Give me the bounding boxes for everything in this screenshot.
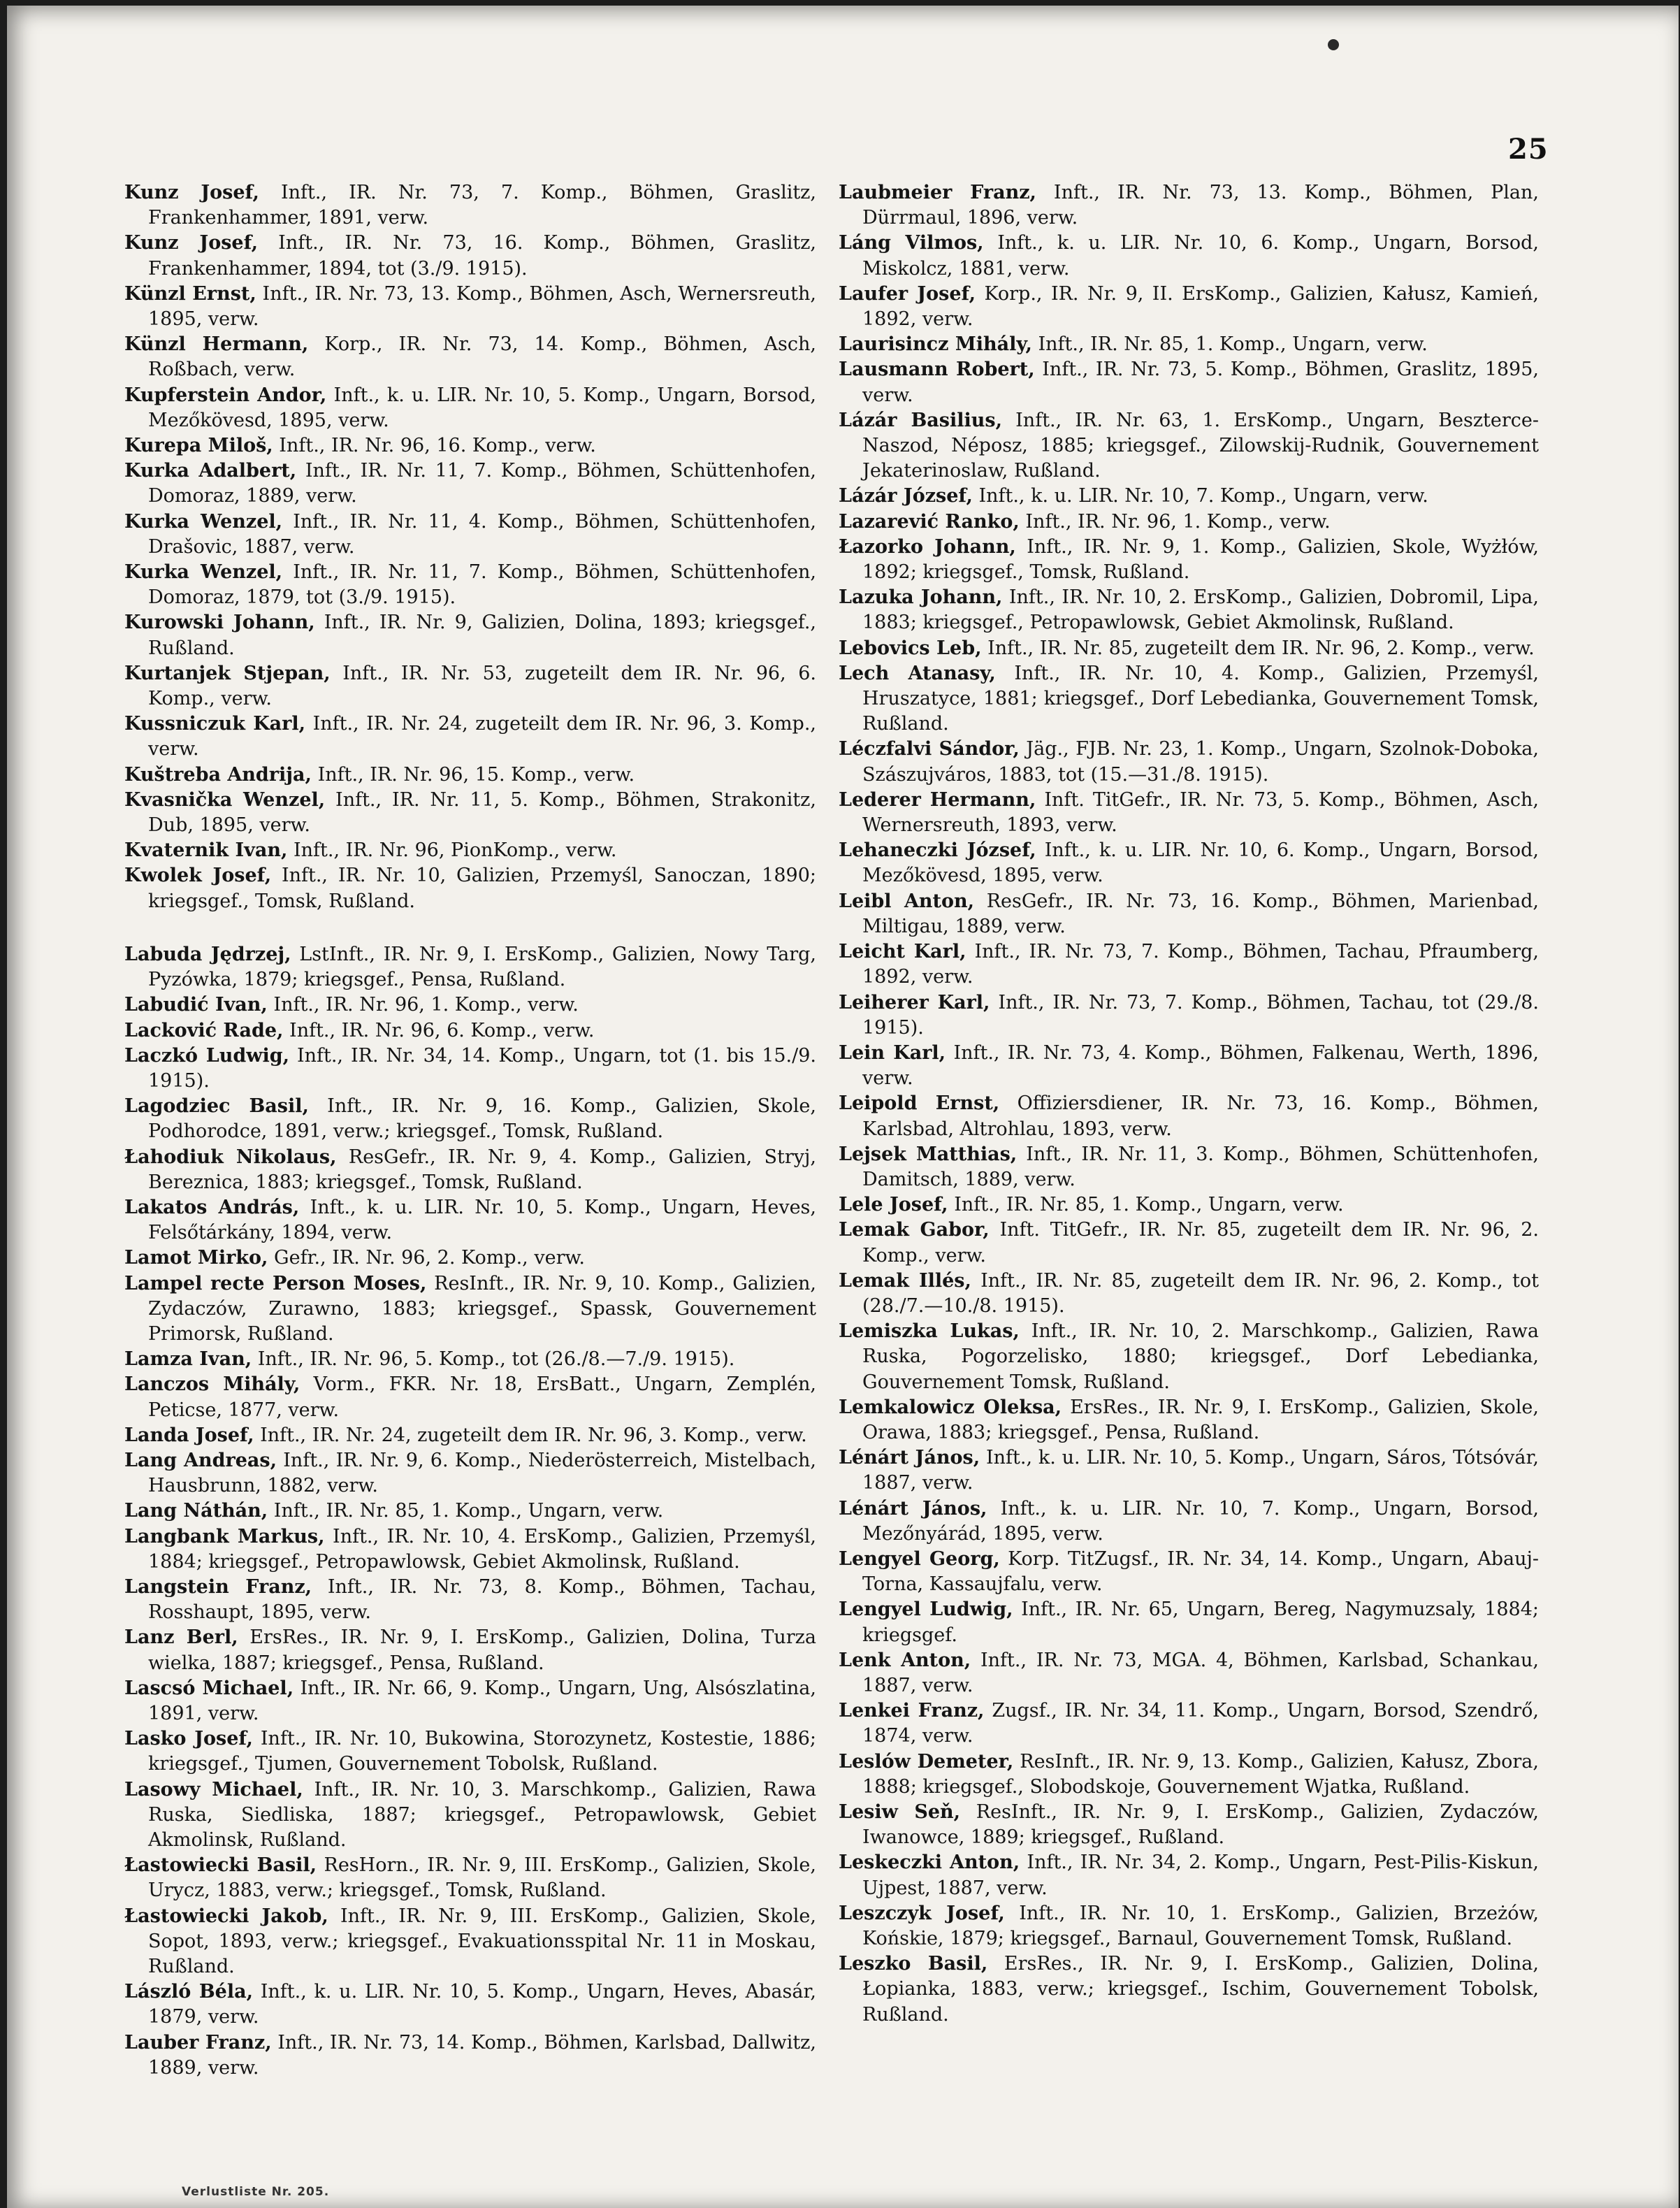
entry-name: Łastowiecki Basil,	[124, 1854, 317, 1877]
casualty-entry	[124, 1372, 816, 1422]
casualty-entry	[839, 1319, 1539, 1395]
casualty-entry	[124, 1676, 816, 1726]
entry-name: Kussniczuk Karl,	[124, 713, 306, 735]
entry-name: Lénárt János,	[839, 1497, 987, 1520]
entry-details: Inft., IR. Nr. 73, 7. Komp., Böhmen, Tachau, tot (29./8. 1915).	[862, 991, 1539, 1039]
entry-details: Inft., IR. Nr. 73, 13. Komp., Böhmen, Asch, Wernersreuth, 1895, verw.	[148, 282, 816, 331]
entry-details: Inft., IR. Nr. 10, 4. Komp., Galizien, Przemyśl, Hruszatyce, 1881; kriegsgef., Dorf Lebedianka, Gouvernement Tomsk, Rußland.	[862, 662, 1539, 735]
casualty-entry	[124, 610, 816, 661]
entry-name: Lagodziec Basil,	[124, 1095, 309, 1118]
casualty-entry	[124, 1499, 816, 1524]
casualty-entry	[839, 1041, 1539, 1091]
casualty-entry	[839, 1445, 1539, 1496]
entry-details: Inft., IR. Nr. 73, 7. Komp., Böhmen, Tachau, Pfraumberg, 1892, verw.	[862, 941, 1539, 988]
casualty-entry	[124, 1018, 816, 1044]
document-page	[7, 6, 1679, 2208]
entry-details: Inft., IR. Nr. 9, Galizien, Dolina, 1893; kriegsgef., Rußland.	[148, 612, 816, 659]
casualty-entry	[124, 383, 816, 433]
entry-details: Inft., IR. Nr. 9, III. ErsKomp., Galizien, Skole, Sopot, 1893, verw.; kriegsgef., Evakuationsspital Nr. 11 in Moskau, Rußland.	[148, 1905, 816, 1978]
casualty-entry	[839, 1749, 1539, 1800]
entry-details: ErsRes., IR. Nr. 9, I. ErsKomp., Galizien, Dolina, Turza wielka, 1887; kriegsgef., Pensa, Rußland.	[148, 1626, 816, 1674]
entry-details: Korp., IR. Nr. 9, II. ErsKomp., Galizien, Kałusz, Kamień, 1892, verw.	[862, 282, 1539, 331]
entry-details: ResInft., IR. Nr. 9, 10. Komp., Galizien, Zydaczów, Zurawno, 1883; kriegsgef., Spassk, Gouvernement Primorsk, Rußland.	[148, 1272, 816, 1345]
entry-details: Inft., IR. Nr. 11, 5. Komp., Böhmen, Strakonitz, Dub, 1895, verw.	[148, 788, 816, 837]
entry-name: Lasko Josef,	[124, 1728, 253, 1750]
casualty-entry	[839, 1142, 1539, 1192]
entry-details: ResInft., IR. Nr. 9, 13. Komp., Galizien, Kałusz, Zbora, 1888; kriegsgef., Slobodskoje, Gouvernement Wjatka, Rußland.	[862, 1750, 1539, 1798]
casualty-entry	[124, 510, 816, 560]
entry-details: ResHorn., IR. Nr. 9, III. ErsKomp., Galizien, Skole, Urycz, 1883, verw.; kriegsgef., Tomsk, Rußland.	[148, 1854, 816, 1902]
entry-name: Kurka Wenzel,	[124, 510, 283, 533]
entry-name: Łahodiuk Nikolaus,	[124, 1146, 337, 1168]
casualty-entry	[124, 1448, 816, 1499]
casualty-entry	[124, 560, 816, 610]
casualty-entry	[839, 1698, 1539, 1749]
entry-details: Inft., k. u. LIR. Nr. 10, 5. Komp., Ungarn, Sáros, Tótsóvár, 1887, verw.	[862, 1447, 1539, 1494]
entry-details: Inft., k. u. LIR. Nr. 10, 7. Komp., Ungarn, verw.	[978, 485, 1428, 507]
entry-name: Lemak Illés,	[839, 1269, 971, 1292]
entry-details: Inft., IR. Nr. 73, 7. Komp., Böhmen, Graslitz, Frankenhammer, 1891, verw.	[148, 182, 816, 229]
entry-details: Inft., IR. Nr. 85, zugeteilt dem IR. Nr. 96, 2. Komp., tot (28./7.—10./8. 1915).	[862, 1269, 1539, 1317]
entry-name: Lang Andreas,	[124, 1449, 277, 1471]
casualty-entry	[839, 332, 1539, 357]
entry-name: Láng Vilmos,	[839, 232, 984, 254]
entry-name: Lénárt János,	[839, 1447, 980, 1469]
casualty-entry	[124, 180, 816, 231]
entry-name: Lascsó Michael,	[124, 1677, 294, 1699]
entry-name: Léczfalvi Sándor,	[839, 738, 1020, 760]
casualty-entry	[124, 231, 816, 281]
entry-name: Kurepa Miloš,	[124, 435, 273, 457]
entry-name: Leskeczki Anton,	[839, 1852, 1020, 1874]
entry-details: Inft., IR. Nr. 11, 3. Komp., Böhmen, Schüttenhofen, Damitsch, 1889, verw.	[862, 1143, 1539, 1190]
casualty-entry	[839, 282, 1539, 332]
casualty-entry	[839, 408, 1539, 484]
casualty-entry	[124, 1145, 816, 1195]
entry-details: Vorm., FKR. Nr. 18, ErsBatt., Ungarn, Zemplén, Peticse, 1877, verw.	[148, 1373, 816, 1421]
entry-details: Inft., IR. Nr. 11, 7. Komp., Böhmen, Schüttenhofen, Domoraz, 1889, verw.	[148, 460, 816, 507]
entry-name: Lederer Hermann,	[839, 788, 1036, 811]
entry-name: Lemiszka Lukas,	[839, 1320, 1020, 1343]
entry-name: Landa Josef,	[124, 1424, 254, 1446]
casualty-entry	[839, 484, 1539, 509]
entry-name: Langstein Franz,	[124, 1575, 312, 1598]
entry-name: Lanz Berl,	[124, 1626, 238, 1649]
entry-name: Lamza Ivan,	[124, 1348, 252, 1371]
casualty-entry	[124, 712, 816, 762]
entry-details: Jäg., FJB. Nr. 23, 1. Komp., Ungarn, Szolnok-Doboka, Szászujváros, 1883, tot (15.—31./8. 1915).	[862, 738, 1539, 786]
entry-name: Labudić Ivan,	[124, 994, 268, 1016]
entry-name: Künzl Ernst,	[124, 282, 256, 305]
entry-details: Gefr., IR. Nr. 96, 2. Komp., verw.	[274, 1247, 585, 1269]
entry-details: Inft., IR. Nr. 96, 16. Komp., verw.	[279, 435, 596, 457]
entry-name: Leszko Basil,	[839, 1953, 988, 1975]
casualty-entry	[839, 889, 1539, 939]
entry-details: Inft., IR. Nr. 73, 4. Komp., Böhmen, Falkenau, Werth, 1896, verw.	[862, 1041, 1539, 1090]
casualty-entry	[839, 1269, 1539, 1319]
casualty-entry	[124, 282, 816, 332]
entry-name: Kurka Adalbert,	[124, 460, 297, 482]
right-column	[839, 180, 1539, 2028]
entry-name: Laurisincz Mihály,	[839, 333, 1032, 356]
entry-details: Inft., IR. Nr. 85, 1. Komp., Ungarn, verw.	[954, 1194, 1344, 1216]
casualty-entry	[124, 788, 816, 838]
entry-name: Lasowy Michael,	[124, 1778, 303, 1801]
entry-details: Inft., IR. Nr. 73, 13. Komp., Böhmen, Plan, Dürrmaul, 1896, verw.	[862, 182, 1539, 229]
page-footer: Verlustliste Nr. 205.	[182, 2185, 330, 2199]
casualty-entry	[124, 1777, 816, 1854]
entry-details: Inft., k. u. LIR. Nr. 10, 6. Komp., Ungarn, Borsod, Mezőkövesd, 1895, verw.	[862, 839, 1539, 887]
casualty-entry	[839, 838, 1539, 888]
entry-name: Lele Josef,	[839, 1194, 948, 1216]
casualty-entry	[124, 838, 816, 863]
entry-name: Lemkalowicz Oleksa,	[839, 1396, 1062, 1418]
entry-name: Kuštreba Andrija,	[124, 763, 312, 786]
entry-details: Inft., IR. Nr. 96, PionKomp., verw.	[293, 839, 617, 862]
casualty-entry	[839, 585, 1539, 635]
casualty-entry	[124, 1904, 816, 1980]
entry-details: Inft., k. u. LIR. Nr. 10, 5. Komp., Ungarn, Heves, Felsőtárkány, 1894, verw.	[148, 1196, 816, 1244]
entry-name: Lemak Gabor,	[839, 1219, 990, 1241]
entry-name: Langbank Markus,	[124, 1525, 325, 1547]
entry-details: Inft., IR. Nr. 63, 1. ErsKomp., Ungarn, Beszterce-Naszod, Néposz, 1885; kriegsgef., Zilowskij-Rudnik, Gouvernement Jekaterinoslaw, Rußland.	[862, 409, 1539, 482]
entry-details: Inft., IR. Nr. 11, 4. Komp., Böhmen, Schüttenhofen, Drašovic, 1887, verw.	[148, 510, 816, 558]
entry-name: László Béla,	[124, 1981, 253, 2003]
entry-details: Inft., IR. Nr. 10, 4. ErsKomp., Galizien, Przemyśl, 1884; kriegsgef., Petropawlowsk, Gebiet Akmolinsk, Rußland.	[148, 1525, 816, 1573]
casualty-entry	[124, 459, 816, 509]
entry-name: Leicht Karl,	[839, 941, 966, 963]
entry-name: Künzl Hermann,	[124, 333, 309, 356]
entry-details: Inft., IR. Nr. 10, 2. Marschkomp., Galizien, Rawa Ruska, Pogorzelisko, 1880; kriegsgef., Dorf Lebedianka, Gouvernement Tomsk, Rußland.	[862, 1320, 1539, 1393]
entry-name: Kupferstein Andor,	[124, 384, 327, 406]
casualty-entry	[839, 1091, 1539, 1141]
casualty-entry	[124, 332, 816, 382]
entry-details: ErsRes., IR. Nr. 9, I. ErsKomp., Galizien, Skole, Orawa, 1883; kriegsgef., Pensa, Rußland.	[862, 1396, 1539, 1443]
entry-details: Inft., IR. Nr. 9, 6. Komp., Niederösterreich, Mistelbach, Hausbrunn, 1882, verw.	[148, 1449, 816, 1497]
entry-name: Lauber Franz,	[124, 2031, 272, 2054]
entry-name: Lausmann Robert,	[839, 359, 1035, 381]
entry-details: Inft., IR. Nr. 24, zugeteilt dem IR. Nr. 96, 3. Komp., verw.	[260, 1424, 807, 1446]
entry-name: Leibl Anton,	[839, 890, 975, 912]
entry-details: Inft., IR. Nr. 85, 1. Komp., Ungarn, verw.	[273, 1500, 664, 1522]
entry-details: ResGefr., IR. Nr. 73, 16. Komp., Böhmen, Marienbad, Miltigau, 1889, verw.	[862, 890, 1540, 937]
entry-name: Lenkei Franz,	[839, 1700, 985, 1722]
entry-name: Leszczyk Josef,	[839, 1902, 1005, 1924]
casualty-entry	[839, 1597, 1539, 1647]
casualty-entry	[124, 433, 816, 459]
entry-name: Łastowiecki Jakob,	[124, 1905, 328, 1927]
casualty-entry	[124, 1979, 816, 2030]
casualty-entry	[839, 535, 1539, 585]
casualty-entry	[839, 661, 1539, 737]
casualty-entry	[124, 1044, 816, 1094]
entry-details: Inft., IR. Nr. 65, Ungarn, Bereg, Nagymuzsaly, 1884; kriegsgef.	[862, 1599, 1540, 1646]
entry-name: Lang Náthán,	[124, 1500, 268, 1522]
punch-hole-mark	[1328, 39, 1339, 50]
entry-name: Kwolek Josef,	[124, 865, 272, 887]
entry-details: Inft., IR. Nr. 96, 15. Komp., verw.	[317, 763, 635, 786]
casualty-entry	[839, 180, 1539, 231]
casualty-entry	[839, 1800, 1539, 1850]
entry-name: Kunz Josef,	[124, 182, 259, 203]
casualty-entry	[839, 788, 1539, 838]
entry-details: Inft., IR. Nr. 10, 1. ErsKomp., Galizien, Brzeżów, Końskie, 1879; kriegsgef., Barnaul, Gouvernement Tomsk, Rußland.	[862, 1902, 1539, 1950]
casualty-entry	[839, 1951, 1539, 2028]
casualty-entry	[839, 1395, 1539, 1445]
entry-details: Inft., IR. Nr. 34, 2. Komp., Ungarn, Pest-Pilis-Kiskun, Ujpest, 1887, verw.	[862, 1852, 1539, 1899]
entry-name: Lakatos András,	[124, 1196, 300, 1218]
entry-details: Inft., IR. Nr. 9, 1. Komp., Galizien, Skole, Wyżłów, 1892; kriegsgef., Tomsk, Rußland.	[862, 535, 1539, 584]
entry-name: Lanczos Mihály,	[124, 1373, 300, 1396]
entry-details: Inft., IR. Nr. 24, zugeteilt dem IR. Nr. 96, 3. Komp., verw.	[148, 713, 817, 760]
casualty-entry	[839, 1218, 1539, 1268]
entry-details: Inft., IR. Nr. 96, 1. Komp., verw.	[273, 994, 579, 1016]
entry-name: Kurtanjek Stjepan,	[124, 662, 331, 684]
entry-name: Leipold Ernst,	[839, 1092, 1000, 1115]
entry-name: Lesiw Seň,	[839, 1801, 961, 1823]
casualty-entry	[124, 1524, 816, 1575]
entry-name: Lacković Rade,	[124, 1019, 284, 1041]
entry-name: Lenk Anton,	[839, 1649, 971, 1671]
entry-details: Inft., k. u. LIR. Nr. 10, 6. Komp., Ungarn, Borsod, Miskolcz, 1881, verw.	[862, 232, 1540, 280]
entry-details: Inft. TitGefr., IR. Nr. 73, 5. Komp., Böhmen, Asch, Wernersreuth, 1893, verw.	[862, 788, 1539, 837]
casualty-entry	[124, 1853, 816, 1903]
page-number: 25	[1508, 133, 1549, 166]
entry-details: Inft., IR. Nr. 73, MGA. 4, Böhmen, Karlsbad, Schankau, 1887, verw.	[862, 1649, 1539, 1696]
entry-name: Laufer Josef,	[839, 282, 976, 305]
entry-details: Inft., IR. Nr. 10, 2. ErsKomp., Galizien, Dobromil, Lipa, 1883; kriegsgef., Petropawlowsk, Gebiet Akmolinsk, Rußland.	[862, 586, 1539, 634]
entry-details: Offiziersdiener, IR. Nr. 73, 16. Komp., Böhmen, Karlsbad, Altrohlau, 1893, verw.	[862, 1092, 1539, 1140]
casualty-entry	[839, 939, 1539, 990]
casualty-entry	[124, 1347, 816, 1372]
entry-details: Inft., IR. Nr. 96, 1. Komp., verw.	[1025, 510, 1331, 533]
entry-name: Lengyel Ludwig,	[839, 1599, 1013, 1621]
entry-name: Kvasnička Wenzel,	[124, 788, 326, 811]
entry-details: Inft., IR. Nr. 66, 9. Komp., Ungarn, Ung, Alsószlatina, 1891, verw.	[148, 1677, 816, 1724]
entry-name: Lázár Basilius,	[839, 409, 1002, 431]
entry-details: Inft., IR. Nr. 73, 16. Komp., Böhmen, Graslitz, Frankenhammer, 1894, tot (3./9. 1915).	[148, 232, 816, 280]
entry-name: Lamot Mirko,	[124, 1247, 268, 1269]
entry-details: LstInft., IR. Nr. 9, I. ErsKomp., Galizien, Nowy Targ, Pyzówka, 1879; kriegsgef., Pensa, Rußland.	[148, 943, 817, 991]
entry-name: Kurka Wenzel,	[124, 561, 283, 584]
casualty-entry	[839, 990, 1539, 1041]
entry-name: Łazorko Johann,	[839, 535, 1016, 558]
entry-details: Inft., IR. Nr. 73, 8. Komp., Böhmen, Tachau, Rosshaupt, 1895, verw.	[148, 1575, 816, 1624]
casualty-entry	[839, 1192, 1539, 1218]
casualty-entry	[124, 2030, 816, 2081]
casualty-entry	[124, 1726, 816, 1777]
casualty-entry	[839, 357, 1539, 407]
casualty-entry	[124, 1246, 816, 1271]
casualty-entry	[124, 1271, 816, 1348]
entry-details: Inft., IR. Nr. 10, 3. Marschkomp., Galizien, Rawa Ruska, Siedliska, 1887; kriegsgef., Petropawlowsk, Gebiet Akmolinsk, Rußland.	[148, 1778, 816, 1851]
entry-details: Inft., k. u. LIR. Nr. 10, 7. Komp., Ungarn, Borsod, Mezőnyárád, 1895, verw.	[862, 1497, 1539, 1545]
casualty-entry	[839, 636, 1539, 661]
entry-name: Kunz Josef,	[124, 232, 259, 254]
casualty-entry	[839, 231, 1539, 281]
casualty-entry	[839, 1547, 1539, 1597]
entry-details: ResInft., IR. Nr. 9, I. ErsKomp., Galizien, Zydaczów, Iwanowce, 1889; kriegsgef., Rußland.	[862, 1801, 1539, 1849]
casualty-entry	[839, 737, 1539, 787]
entry-name: Laczkó Ludwig,	[124, 1044, 289, 1067]
casualty-entry	[124, 1625, 816, 1675]
entry-details: Inft. TitGefr., IR. Nr. 85, zugeteilt dem IR. Nr. 96, 2. Komp., verw.	[862, 1219, 1539, 1267]
left-column	[124, 180, 816, 2081]
entry-name: Laubmeier Franz,	[839, 182, 1036, 203]
entry-details: Inft., IR. Nr. 85, zugeteilt dem IR. Nr. 96, 2. Komp., verw.	[987, 637, 1535, 659]
entry-details: Inft., k. u. LIR. Nr. 10, 5. Komp., Ungarn, Borsod, Mezőkövesd, 1895, verw.	[148, 384, 816, 431]
casualty-entry	[839, 1901, 1539, 1951]
entry-details: Inft., IR. Nr. 85, 1. Komp., Ungarn, verw.	[1038, 333, 1428, 356]
entry-details: Inft., IR. Nr. 10, Bukowina, Storozynetz, Kostestie, 1886; kriegsgef., Tjumen, Gouvernement Tobolsk, Rußland.	[148, 1728, 816, 1775]
casualty-entry	[839, 510, 1539, 535]
entry-details: Korp. TitZugsf., IR. Nr. 34, 14. Komp., Ungarn, Abauj-Torna, Kassaujfalu, verw.	[862, 1547, 1539, 1596]
entry-name: Lazarević Ranko,	[839, 510, 1020, 533]
casualty-entry	[124, 1195, 816, 1246]
entry-name: Lehaneczki József,	[839, 839, 1036, 862]
entry-details: Inft., IR. Nr. 96, 5. Komp., tot (26./8.—7./9. 1915).	[257, 1348, 735, 1371]
entry-details: Inft., IR. Nr. 73, 5. Komp., Böhmen, Graslitz, 1895, verw.	[862, 359, 1539, 406]
entry-details: Inft., IR. Nr. 10, Galizien, Przemyśl, Sanoczan, 1890; kriegsgef., Tomsk, Rußland.	[148, 865, 816, 912]
casualty-entry	[839, 1496, 1539, 1547]
entry-details: Inft., IR. Nr. 96, 6. Komp., verw.	[289, 1019, 595, 1041]
entry-details: Inft., k. u. LIR. Nr. 10, 5. Komp., Ungarn, Heves, Abasár, 1879, verw.	[148, 1981, 817, 2028]
entry-name: Lein Karl,	[839, 1041, 946, 1064]
entry-details: Korp., IR. Nr. 73, 14. Komp., Böhmen, Asch, Roßbach, verw.	[148, 333, 816, 381]
entry-name: Leiherer Karl,	[839, 991, 990, 1013]
casualty-entry	[124, 993, 816, 1018]
entry-details: Inft., IR. Nr. 53, zugeteilt dem IR. Nr. 96, 6. Komp., verw.	[148, 662, 816, 710]
entry-name: Kvaternik Ivan,	[124, 839, 288, 862]
entry-details: ResGefr., IR. Nr. 9, 4. Komp., Galizien, Stryj, Bereznica, 1883; kriegsgef., Tomsk, Rußland.	[148, 1146, 817, 1193]
entry-details: Inft., IR. Nr. 34, 14. Komp., Ungarn, tot (1. bis 15./9. 1915).	[148, 1044, 817, 1092]
entry-name: Labuda Jędrzej,	[124, 943, 291, 965]
entry-details: ErsRes., IR. Nr. 9, I. ErsKomp., Galizien, Dolina, Łopianka, 1883, verw.; kriegsgef., Ischim, Gouvernement Tobolsk, Rußland.	[862, 1953, 1539, 2026]
casualty-entry	[124, 763, 816, 788]
entry-name: Lampel recte Person Moses,	[124, 1272, 427, 1294]
casualty-entry	[124, 661, 816, 712]
entry-name: Lázár József,	[839, 485, 973, 507]
entry-details: Zugsf., IR. Nr. 34, 11. Komp., Ungarn, Borsod, Szendrő, 1874, verw.	[862, 1700, 1539, 1747]
entry-name: Lejsek Matthias,	[839, 1143, 1018, 1165]
casualty-entry	[124, 942, 816, 993]
casualty-entry	[124, 1423, 816, 1448]
entry-details: Inft., IR. Nr. 9, 16. Komp., Galizien, Skole, Podhorodce, 1891, verw.; kriegsgef., Tomsk, Rußland.	[148, 1095, 816, 1143]
casualty-entry	[124, 1094, 816, 1144]
section-gap	[124, 914, 816, 942]
casualty-entry	[839, 1850, 1539, 1900]
entry-name: Kurowski Johann,	[124, 612, 315, 634]
entry-name: Lengyel Georg,	[839, 1547, 1000, 1570]
entry-details: Inft., IR. Nr. 11, 7. Komp., Böhmen, Schüttenhofen, Domoraz, 1879, tot (3./9. 1915).	[148, 561, 816, 609]
entry-name: Leslów Demeter,	[839, 1750, 1014, 1773]
entry-name: Lazuka Johann,	[839, 586, 1003, 609]
casualty-entry	[124, 1575, 816, 1625]
entry-name: Lebovics Leb,	[839, 637, 982, 659]
casualty-entry	[124, 863, 816, 914]
entry-name: Lech Atanasy,	[839, 662, 996, 684]
casualty-entry	[839, 1648, 1539, 1698]
entry-details: Inft., IR. Nr. 73, 14. Komp., Böhmen, Karlsbad, Dallwitz, 1889, verw.	[148, 2031, 816, 2079]
